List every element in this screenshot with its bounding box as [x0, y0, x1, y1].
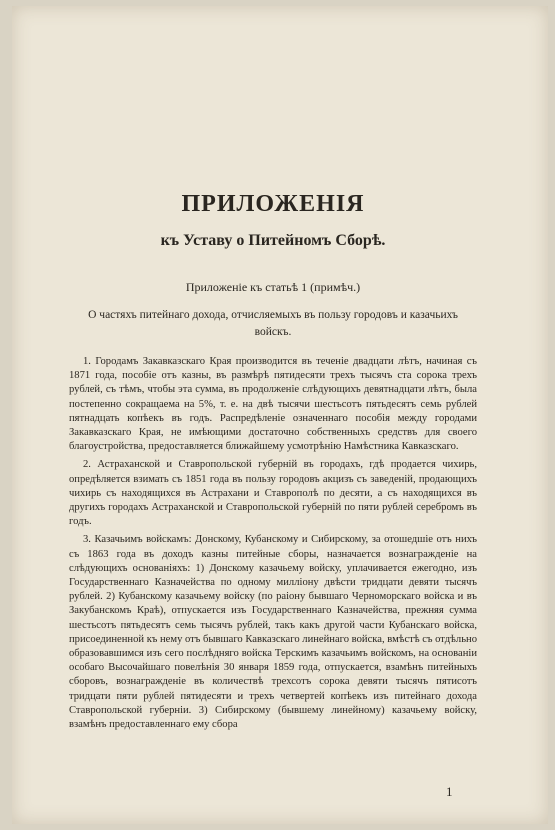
document-page — [12, 6, 548, 824]
paragraph-1: 1. Городамъ Закавказскаго Края производится въ теченіе двадцати лѣтъ, начиная съ 1871 года, пособіе отъ казны, въ размѣрѣ пятидесяти трехъ тысячъ ста сорока трехъ рублей, съ тѣмъ, чтобы эта сумма, въ продолженіе слѣдующихъ девятнадцати лѣтъ, была постепенно сокращаема на 5%, т. е. на двѣ тысячи шестьсотъ пятьдесятъ семь рублей пятнадцать копѣекъ въ годъ. Распредѣленіе означеннаго пособія между городами Закавказскаго Края, не имѣющими достаточно собственныхъ средствъ для своего благоустройства, предоставляется ближайшему усмотрѣнію Намѣстника Кавказскаго. — [69, 356, 477, 453]
document-subtitle: къ Уставу о Питейномъ Сборѣ. — [160, 232, 386, 249]
appendix-reference: Приложеніе къ статьѣ 1 (примѣч.) — [185, 280, 361, 294]
page-number: 1 — [446, 784, 453, 799]
paragraph-3: 3. Казачьимъ войскамъ: Донскому, Кубанскому и Сибирскому, за отошедшіе отъ нихъ съ 1863 года въ доходъ казны питейные сборы, назначается вознагражденіе на слѣдующихъ основаніяхъ: 1) Донскому казачьему войску, уплачивается ежегодно, изъ Государственнаго Казначейства по одному милліону двѣсти тридцати девяти тысячъ рублей. 2) Кубанскому казачьему войску (по раіону бывшаго Черноморскаго войска и въ Закубанскомъ Краѣ), отпускается изъ Государственнаго Казначейства, прежняя сумма шестьсотъ пятьдесятъ семь тысячъ рублей, такъ какъ другой части Кубанскаго войска, присоединенной къ нему отъ бывшаго Кавказскаго линейнаго войска, вмѣстѣ съ отдѣльно образовавшимся изъ сего послѣдняго войска Терскимъ казачьимъ войскомъ, на основаніи особаго Высочайшаго повелѣнія 30 января 1859 года, отпускается, взамѣнъ питейныхъ сборовъ, вознагражденіе въ количествѣ трехсотъ сорока девяти тысячъ пятисотъ тридцати пяти рублей пятидесяти и трехъ четвертей копѣекъ изъ питейнаго дохода Ставропольской губерніи. 3) Сибирскому (бывшему линейному) казачьему войску, взамѣнъ предоставленнаго ему сбора — [69, 534, 477, 731]
document-title: ПРИЛОЖЕНІЯ — [181, 191, 365, 217]
page-content — [69, 191, 477, 732]
paragraph-2: 2. Астраханской и Ставропольской губерній въ городахъ, гдѣ продается чихирь, опредѣляется взимать съ 1851 года въ пользу городовъ акцизъ съ заведеній, продающихъ чихирь съ находящихся въ Астрахани и Ставрополѣ по десяти, а съ находящихся въ другихъ городахъ Астраханской и Ставропольской губерній по пяти рублей серебромъ въ годъ. — [69, 459, 477, 528]
section-heading: О частяхъ питейнаго дохода, отчисляемыхъ въ пользу городовъ и казачьихъ войскъ. — [88, 309, 458, 338]
